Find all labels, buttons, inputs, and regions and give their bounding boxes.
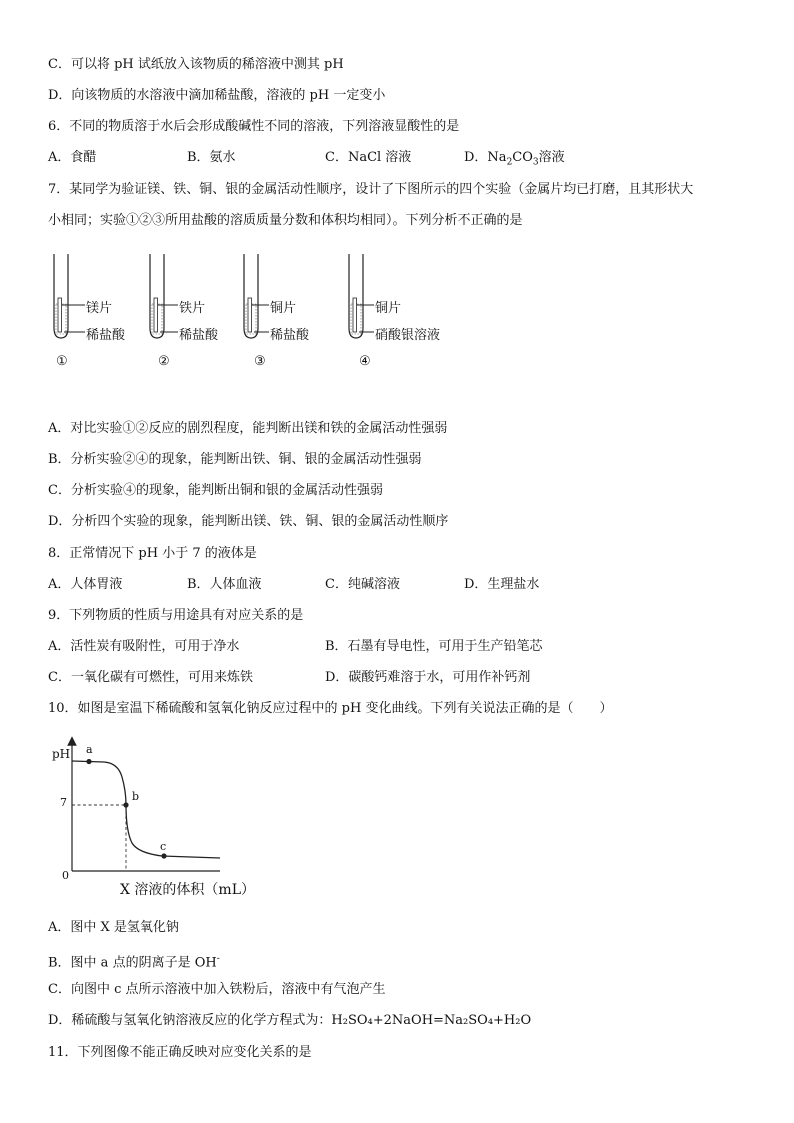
q9-option-d: D．碳酸钙难溶于水，可用作补钙剂 <box>325 670 531 685</box>
q10-option-b: B．图中 a 点的阴离子是 OH- <box>48 954 220 971</box>
q8-option-d: D．生理盐水 <box>464 577 540 592</box>
point-c-label: c <box>160 840 167 853</box>
q10-option-c: C．向图中 c 点所示溶液中加入铁粉后，溶液中有气泡产生 <box>48 982 386 997</box>
ph-curve <box>72 761 220 858</box>
y-axis-label: pH <box>52 747 71 761</box>
q7-option-d: D．分析四个实验的现象，能判断出镁、铁、铜、银的金属活动性顺序 <box>48 514 449 529</box>
metal-label: 铁片 <box>179 301 206 316</box>
point-a-label: a <box>86 743 93 756</box>
experiment-number: ① <box>56 354 68 369</box>
q7-option-b: B．分析实验②④的现象，能判断出铁、铜、银的金属活动性强弱 <box>48 452 422 467</box>
metal-label: 铜片 <box>375 301 402 316</box>
point-b <box>123 802 128 807</box>
metal-label: 镁片 <box>86 301 113 316</box>
q8-stem: 8．正常情况下 pH 小于 7 的液体是 <box>48 546 257 561</box>
liquid-label: 稀盐酸 <box>270 328 310 343</box>
test-tube-4 <box>345 252 495 377</box>
experiment-number: ③ <box>254 354 266 369</box>
q11-stem: 11．下列图像不能正确反映对应变化关系的是 <box>48 1045 312 1060</box>
liquid-label: 稀盐酸 <box>179 328 219 343</box>
q10-option-d: D．稀硫酸与氢氧化钠溶液反应的化学方程式为：H₂SO₄+2NaOH=Na₂SO₄+H₂O <box>48 1013 532 1028</box>
origin-label: 0 <box>62 869 69 882</box>
q10-stem: 10．如图是室温下稀硫酸和氢氧化钠反应过程中的 pH 变化曲线。下列有关说法正确的是（ ） <box>48 701 613 716</box>
q10-option-a: A．图中 X 是氢氧化钠 <box>48 920 179 935</box>
q6-stem: 6．不同的物质溶于水后会形成酸碱性不同的溶液，下列溶液显酸性的是 <box>48 119 460 134</box>
q7-stem-line2: 小相同；实验①②③所用盐酸的溶质质量分数和体积均相同）。下列分析不正确的是 <box>48 213 523 228</box>
liquid-label: 硝酸银溶液 <box>375 328 441 343</box>
q5-option-d: D．向该物质的水溶液中滴加稀盐酸，溶液的 pH 一定变小 <box>48 88 386 103</box>
q8-option-b: B．人体血液 <box>187 577 262 592</box>
q8-option-a: A．人体胃液 <box>48 577 123 592</box>
q7-option-c: C．分析实验④的现象，能判断出铜和银的金属活动性强弱 <box>48 483 383 498</box>
q6-option-d: D．$Na_2CO_3$溶液 <box>464 150 565 168</box>
q9-stem: 9．下列物质的性质与用途具有对应关系的是 <box>48 608 304 623</box>
q6-option-c: C．NaCl 溶液 <box>325 150 412 165</box>
ph-curve-graph <box>44 735 284 905</box>
q9-option-c: C．一氧化碳有可燃性，可用来炼铁 <box>48 670 253 685</box>
q5-option-c: C．可以将 pH 试纸放入该物质的稀溶液中测其 pH <box>48 57 344 72</box>
point-c <box>161 853 166 858</box>
q9-option-b: B．石墨有导电性，可用于生产铅笔芯 <box>325 639 543 654</box>
q6-option-b: B．氨水 <box>187 150 236 165</box>
point-b-label: b <box>132 790 140 803</box>
x-axis-label: X 溶液的体积（mL） <box>120 882 255 898</box>
experiment-number: ② <box>158 354 170 369</box>
q9-option-a: A．活性炭有吸附性，可用于净水 <box>48 639 240 654</box>
experiment-number: ④ <box>359 354 371 369</box>
q6-option-a: A．食醋 <box>48 150 97 165</box>
q7-option-a: A．对比实验①②反应的剧烈程度，能判断出镁和铁的金属活动性强弱 <box>48 421 448 436</box>
y-tick-7: 7 <box>60 796 67 809</box>
q8-option-c: C．纯碱溶液 <box>325 577 400 592</box>
q7-stem-line1: 7．某同学为验证镁、铁、铜、银的金属活动性顺序，设计了下图所示的四个实验（金属片均已打磨，且其形状大 <box>48 182 694 197</box>
point-a <box>86 759 91 764</box>
metal-label: 铜片 <box>270 301 297 316</box>
test-tube-figure <box>40 252 500 377</box>
liquid-label: 稀盐酸 <box>86 328 126 343</box>
